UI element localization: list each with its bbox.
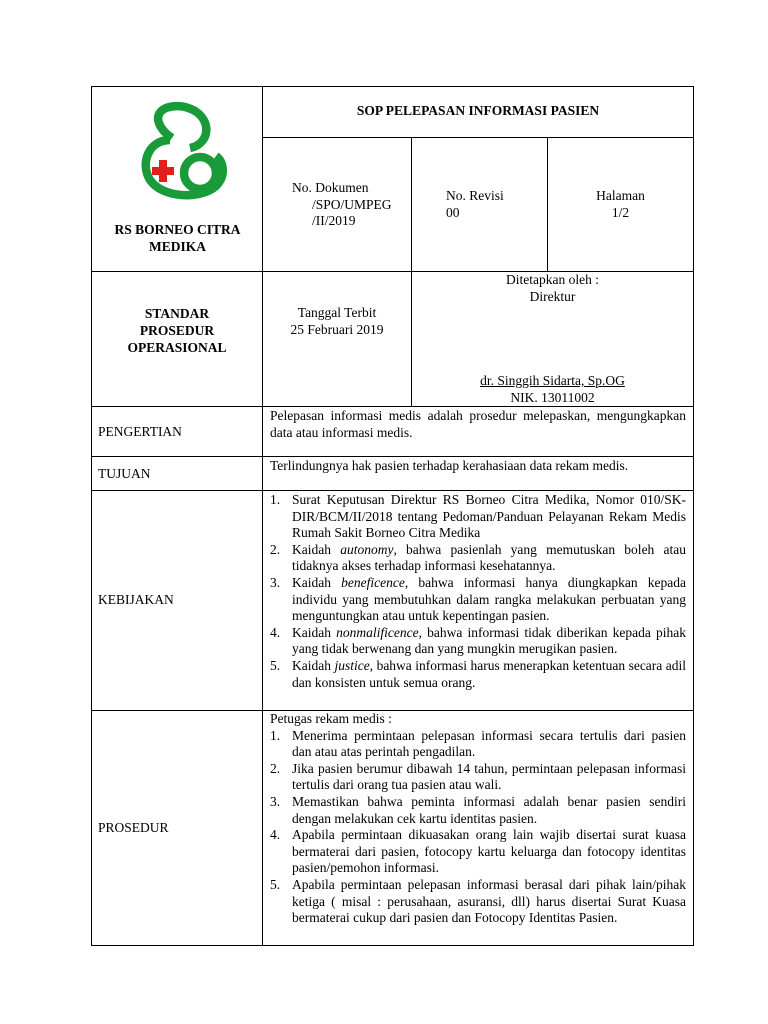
doc-no-value-1: /SPO/UMPEG [312,196,392,212]
revision-number [446,188,504,221]
prosedur-label: PROSEDUR [98,820,169,835]
signer-name: dr. Singgih Sidarta, Sp.OG [480,373,625,388]
list-text: Kaidah [292,541,341,557]
tujuan-text: Terlindungnya hak pasien terhadap kerahasiaan data rekam medis. [270,458,629,473]
kebijakan-label: KEBIJAKAN [98,592,174,607]
list-item [270,542,686,575]
list-text: Apabila permintaan dikuasakan orang lain wajib disertai surat kuasa bermaterai dari pasien, fotocopy kartu keluarga dan fotocopy identitas pasien/pemohon informasi. [292,827,686,876]
revision-value: 00 [446,204,460,220]
prosedur-content [270,711,686,927]
doc-no-label: No. Dokumen [292,180,369,195]
list-item [270,794,686,827]
list-number: 4. [270,624,281,640]
list-number: 1. [270,727,281,743]
revision-label: No. Revisi [446,188,504,203]
logo-green-rings [146,106,223,195]
list-text: , bahwa informasi harus menerapkan ketentuan secara adil dan konsisten untuk semua orang. [292,657,687,690]
list-text: Kaidah [292,574,342,590]
signer-nik: NIK. 13011002 [510,389,595,405]
list-number: 4. [270,827,281,843]
list-text: , bahwa informasi tidak diberikan kepada pihak yang tidak berwenang dan yang mungkin merugikan pasien. [292,624,686,657]
list-term: beneficence [341,574,405,590]
list-number: 3. [270,574,281,590]
list-item [270,575,686,625]
approval-block [412,272,693,305]
list-number: 3. [270,793,281,809]
list-text: , bahwa informasi hanya diungkapkan kepada individu yang membutuhkan dalam rangka melakukan perbuatan yang menguntungkan atau untuk kepentingan pasien. [292,574,687,624]
list-item [270,625,686,658]
set-by-role: Direktur [529,288,576,304]
list-number: 5. [270,876,281,892]
list-item [270,877,686,927]
doc-no-value-2: /II/2019 [312,213,356,228]
list-item [270,728,686,761]
list-number: 5. [270,657,281,673]
list-text: Apabila permintaan pelepasan informasi berasal dari pihak lain/pihak ketiga ( misal : perusahaan, asuransi, dll) harus disertai Surat Kuasa bermaterai cukup dari pasien dan Fotocopy Identitas Pasien. [292,876,686,926]
prosedur-intro: Petugas rekam medis : [270,711,392,726]
list-number: 1. [270,492,281,507]
list-item [270,658,686,691]
list-item [270,492,686,542]
page-value: 1/2 [611,204,630,220]
document-number [292,180,392,230]
tujuan-label: TUJUAN [98,466,151,481]
issue-date-block [263,305,411,338]
issue-date: 25 Februari 2019 [290,321,384,337]
document-title: SOP PELEPASAN INFORMASI PASIEN [356,103,600,118]
page-label: Halaman [596,188,645,203]
list-number: 2. [270,541,281,557]
list-text: Surat Keputusan Direktur RS Borneo Citra Medika, Nomor 010/SK-DIR/BCM/II/2018 tentang Pedoman/Panduan Pelayanan Rekam Medis Rumah Sakit Borneo Citra Medika [292,492,686,541]
sop-label-line-2: PROSEDUR [139,323,215,338]
list-text: Menerima permintaan pelepasan informasi secara tertulis dari pasien dan atau atas perintah pengadilan. [292,727,686,760]
sop-label-line-1: STANDAR [144,306,210,321]
list-item [270,827,686,877]
list-text: Jika pasien berumur dibawah 14 tahun, permintaan pelepasan informasi tertulis dari orang tua pasien atau wali. [292,760,686,793]
pengertian-label: PENGERTIAN [98,424,182,439]
list-text: Memastikan bahwa peminta informasi adalah benar pasien sendiri dengan melakukan cek kartu identitas pasien. [292,793,686,826]
hospital-logo [130,98,230,202]
list-term: nonmalificence [336,624,419,640]
list-term: justice [334,657,370,673]
issue-label: Tanggal Terbit [297,305,377,320]
set-by-label: Ditetapkan oleh : [506,272,599,287]
list-term: autonomy [340,541,394,557]
list-text: Kaidah [292,624,337,640]
prosedur-list [270,728,686,927]
list-text: Kaidah [292,657,335,673]
list-item [270,761,686,794]
sop-label-line-3: OPERASIONAL [127,340,227,355]
pengertian-text: Pelepasan informasi medis adalah prosedur melepaskan, mengungkapkan data atau informasi medis. [270,408,686,440]
list-number: 2. [270,760,281,776]
red-cross-icon [152,160,174,182]
hospital-name: RS BORNEO CITRA MEDIKA [114,222,241,254]
signer-block [412,373,693,406]
kebijakan-list [270,492,686,691]
list-text: , bahwa pasienlah yang memutuskan boleh atau tidaknya akses terhadap informasi kesehatannya. [292,541,686,574]
page-number [548,188,693,221]
sop-label [92,305,262,356]
